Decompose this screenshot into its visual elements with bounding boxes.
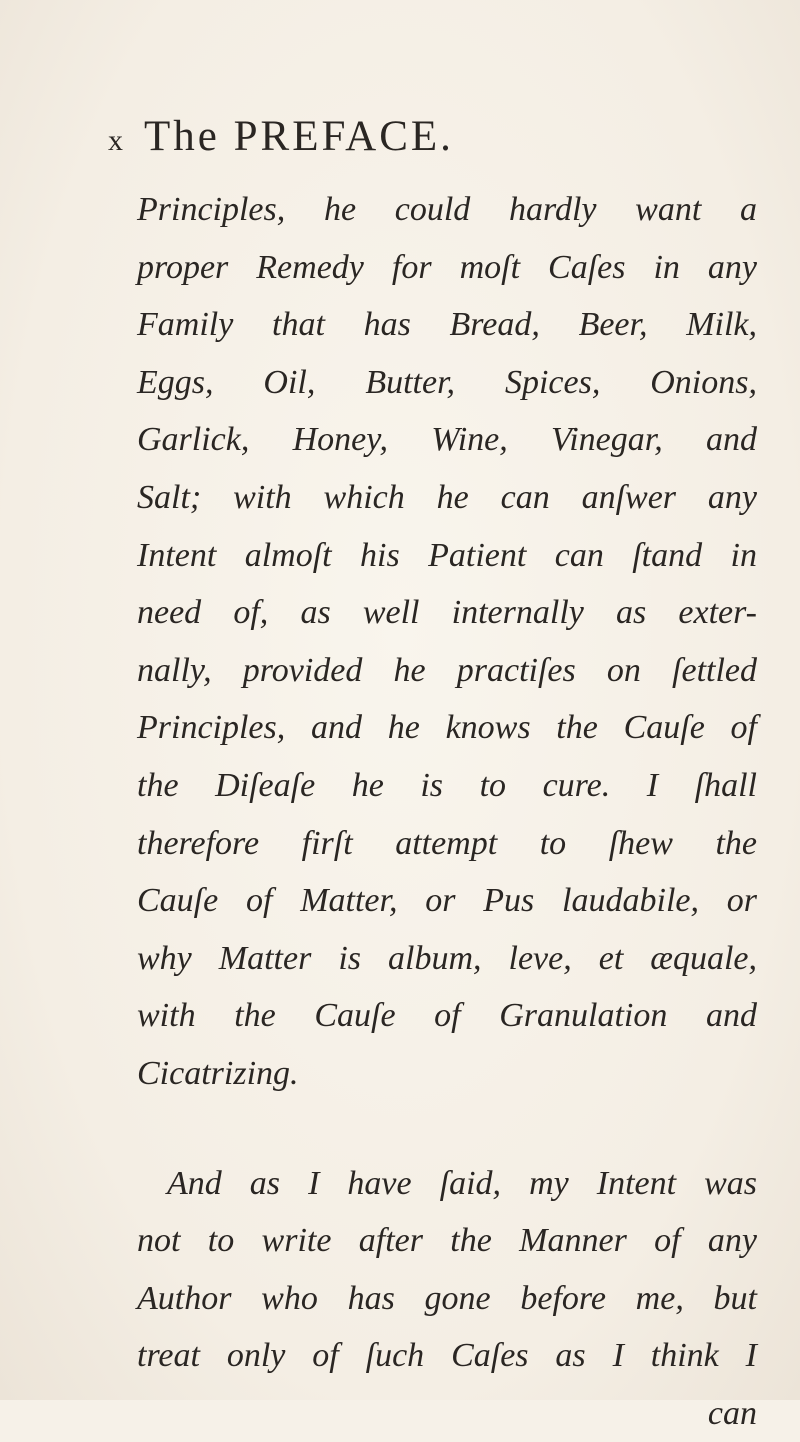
- page-header: [108, 112, 728, 168]
- paragraph-gap: [137, 1103, 757, 1155]
- text-line: therefore firſt attempt to ſhew the: [137, 824, 757, 862]
- text-line: the Diſeaſe he is to cure. I ſhall: [137, 766, 757, 804]
- text-line: with the Cauſe of Granulation and: [137, 997, 757, 1035]
- catchword: can: [707, 1394, 757, 1432]
- body-text: [137, 181, 757, 1442]
- running-head: The PREFACE.: [144, 113, 454, 160]
- text-line: treat only of ſuch Caſes as I think I: [137, 1337, 757, 1375]
- text-line: Principles, and he knows the Cauſe of: [137, 709, 757, 747]
- paragraph-1: [137, 181, 757, 1103]
- text-line: Eggs, Oil, Butter, Spices, Onions,: [137, 363, 757, 401]
- text-line: Salt; with which he can anſwer any: [137, 478, 757, 516]
- text-line: Family that has Bread, Beer, Milk,: [137, 306, 757, 344]
- text-line: nally, provided he practiſes on ſettled: [137, 651, 757, 689]
- text-line: Garlick, Honey, Wine, Vinegar, and: [137, 421, 757, 459]
- text-line: proper Remedy for moſt Caſes in any: [137, 248, 757, 286]
- text-line: Intent almoſt his Patient can ſtand in: [137, 536, 757, 574]
- text-line: And as I have ſaid, my Intent was: [167, 1164, 757, 1202]
- text-line: why Matter is album, leve, et æquale,: [137, 939, 757, 977]
- text-line: Cauſe of Matter, or Pus laudabile, or: [137, 882, 757, 920]
- text-line: Cicatrizing.: [137, 1054, 299, 1092]
- text-line: Author who has gone before me, but: [137, 1279, 757, 1317]
- text-line: Principles, he could hardly want a: [137, 191, 757, 228]
- text-line: need of, as well internally as exter-: [137, 594, 757, 632]
- page-number: x: [108, 124, 123, 157]
- text-line: not to write after the Manner of any: [137, 1222, 757, 1260]
- paragraph-2: [137, 1155, 757, 1385]
